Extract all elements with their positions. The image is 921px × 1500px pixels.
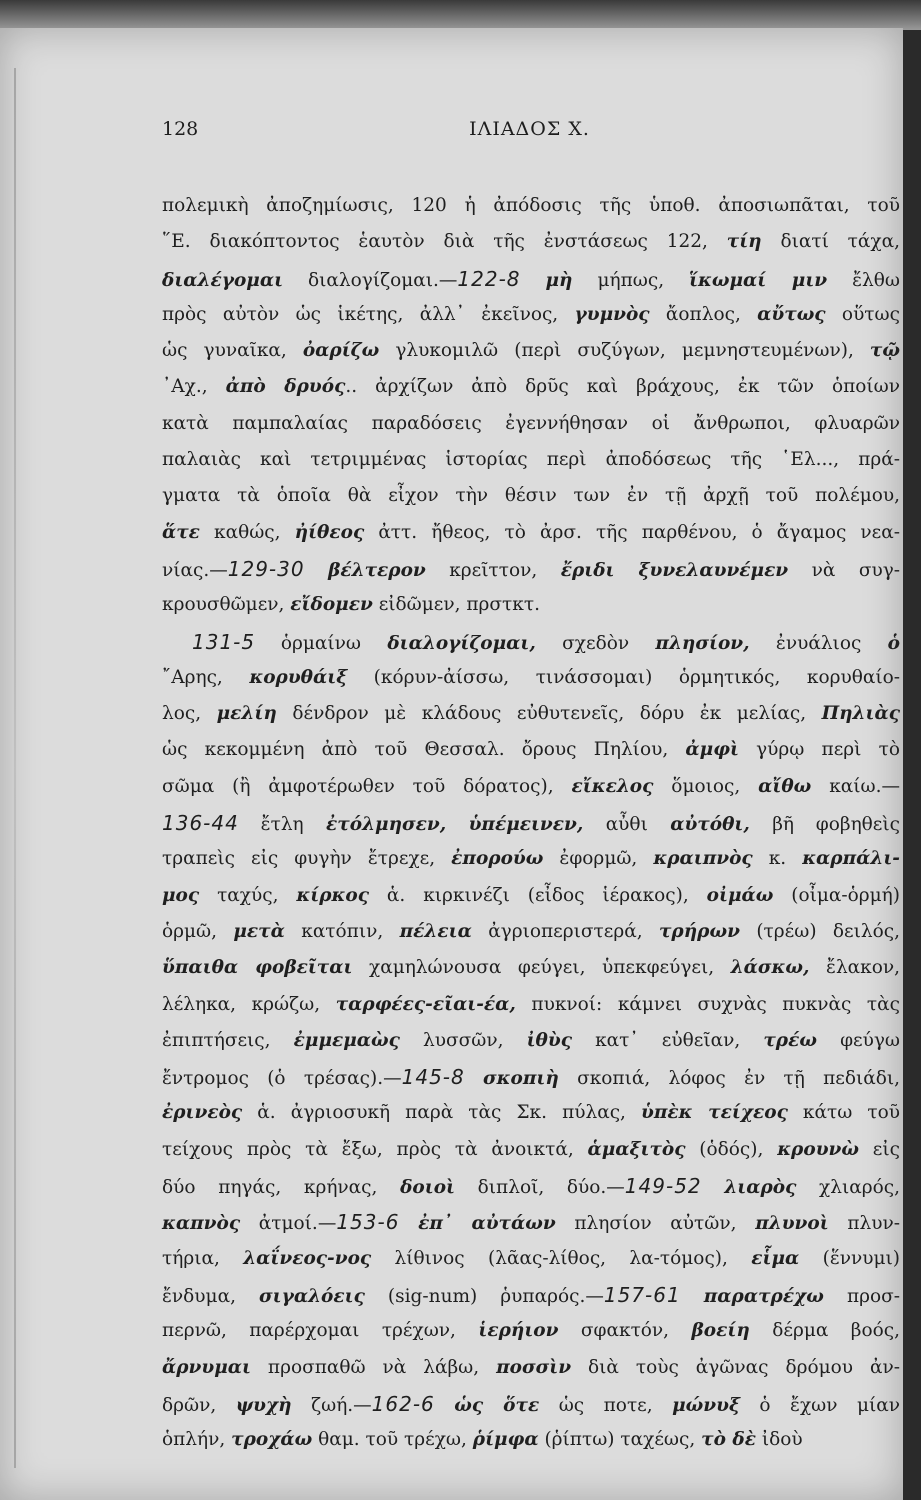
- lemma: καπνὸς: [162, 1213, 241, 1235]
- lemma: δοιοὶ: [400, 1177, 455, 1199]
- gloss-text: διπλοῖ, δύο.—: [455, 1177, 625, 1199]
- gloss-text: ὡς γυναῖκα,: [162, 340, 303, 362]
- lemma: λάσκω,: [730, 957, 810, 979]
- lemma: ὕπαιθα φοβεῖται: [162, 957, 353, 979]
- text-line: [162, 769, 900, 805]
- gloss-text: (ῥίπτω) ταχέως,: [538, 1429, 702, 1451]
- gloss-text: .. ἀρχίζων ἀπὸ δρῦς καὶ βράχους, ἐκ τῶν ὁποίων: [345, 376, 901, 398]
- verse-number: 136-44: [162, 811, 239, 836]
- gloss-text: [681, 1286, 704, 1307]
- gloss-text: σῶμα (ἢ ἀμφοτέρωθεν τοῦ δόρατος),: [162, 775, 572, 797]
- running-header: [162, 118, 897, 148]
- text-line: [162, 1386, 900, 1422]
- gloss-text: [702, 1177, 725, 1198]
- verse-number: 162-6: [371, 1391, 435, 1416]
- gloss-text: [305, 560, 328, 581]
- lemma: τρέω: [763, 1029, 817, 1051]
- text-line: [162, 732, 900, 768]
- lemma: ὡς ὅτε: [454, 1394, 540, 1416]
- gloss-text: σκοπιά, λόφος ἐν τῇ πεδιάδι,: [558, 1068, 900, 1090]
- lemma: ὑπὲκ τείχεος: [641, 1102, 788, 1124]
- text-line: [162, 406, 900, 442]
- lemma: τροχάω: [231, 1429, 313, 1451]
- lemma: κίρκος: [296, 884, 370, 906]
- text-line: [162, 333, 900, 369]
- gloss-text: ὁ ἔχων μίαν: [739, 1394, 900, 1416]
- lemma: σιγαλόεις: [259, 1285, 365, 1307]
- lemma: εἷμα: [751, 1247, 800, 1269]
- lemma: κορυθάιξ: [249, 666, 348, 688]
- gloss-text: ἔλθω: [827, 269, 900, 291]
- gloss-text: γλυκομιλῶ (περὶ συζύγων, μεμνηστευμένων),: [379, 340, 870, 362]
- text-line: [162, 696, 900, 732]
- gloss-text: [399, 1213, 418, 1234]
- gloss-text: ὁρμῶ,: [162, 920, 234, 942]
- gloss-text: περνῶ, παρέρχομαι τρέχων,: [162, 1320, 479, 1342]
- lemma: μετὰ: [233, 920, 285, 942]
- text-line: [162, 987, 900, 1023]
- text-line: [162, 515, 900, 551]
- gloss-text: κρουσθῶμεν,: [162, 594, 291, 616]
- gloss-text: τήρια,: [162, 1247, 244, 1269]
- gloss-text: γματα τὰ ὁποῖα θὰ εἶχον τὴν θέσιν των ἐν τῇ ἀρχῇ τοῦ πολέμου,: [162, 485, 900, 507]
- gloss-text: (τρέω) δειλός,: [739, 920, 900, 942]
- gloss-text: [255, 633, 281, 654]
- lemma: ἐτόλμησεν, ὑπέμεινεν,: [303, 814, 606, 836]
- gloss-text: σφακτόν,: [558, 1320, 692, 1342]
- gloss-text: πυκνοί: κάμνει συχνὰς πυκνὰς τὰς: [515, 993, 900, 1015]
- gloss-text: ἔντρομος (ὁ τρέσας).—: [162, 1068, 402, 1090]
- gloss-text: βῆ φοβηθεὶς: [772, 814, 900, 836]
- gloss-text: ῞Ε. διακόπτοντος ἑαυτὸν διὰ τῆς ἐνστάσεως 122,: [162, 231, 727, 253]
- gloss-text: κατόπιν,: [284, 920, 400, 942]
- gloss-text: διὰ τοὺς ἀγῶνας δρόμου ἀν-: [571, 1356, 900, 1378]
- lemma: μώνυξ: [672, 1394, 740, 1416]
- lemma: ψυχὴ: [235, 1394, 292, 1416]
- gloss-text: προσ-: [823, 1285, 900, 1307]
- gloss-text: καίω.—: [811, 775, 900, 797]
- text-line: [162, 950, 900, 986]
- gloss-text: γύρῳ περὶ τὸ: [738, 739, 901, 761]
- text-line: [162, 1132, 900, 1168]
- gloss-text: δύο πηγάς, κρήνας,: [162, 1177, 401, 1199]
- lemma: τῷ: [869, 340, 900, 362]
- lemma: ἔριδι ξυνελαυνέμεν: [560, 559, 789, 581]
- gloss-text: ἁ. ἀγριοσυκῆ παρὰ τὰς Σκ. πύλας,: [242, 1102, 642, 1124]
- gloss-text: ἔλακον,: [809, 957, 900, 979]
- text-line: [162, 224, 900, 260]
- text-line: [162, 841, 900, 877]
- gloss-text: δρῶν,: [162, 1394, 236, 1416]
- gloss-text: λος,: [162, 703, 217, 725]
- gloss-text: παλαιὰς καὶ τετριμμένας ἱστορίας περὶ ἀποδόσεως τῆς ῾Ελ..., πρά-: [162, 449, 900, 471]
- lemma: βοείη: [691, 1320, 750, 1342]
- gloss-text: φεύγω: [816, 1029, 901, 1051]
- gloss-text: νὰ συγ-: [788, 559, 901, 581]
- gloss-text: εἰδῶμεν, πρστκτ.: [372, 594, 540, 616]
- gloss-text: (οἶμα-ὁρμή): [773, 884, 900, 906]
- gloss-text: ὡς κεκομμένη ἀπὸ τοῦ Θεσσαλ. ὄρους Πηλίου,: [162, 739, 686, 761]
- gloss-text: λυσσῶν,: [399, 1029, 527, 1051]
- lemma: ἰθὺς: [526, 1029, 572, 1051]
- gloss-text: ἐπιπτήσεις,: [162, 1029, 294, 1051]
- text-line: [162, 478, 900, 514]
- lemma: αὔτως: [757, 303, 826, 325]
- gloss-text: χαμηλώνουσα φεύγει, ὑπεκφεύγει,: [352, 957, 731, 979]
- lemma: πλησίον,: [629, 632, 776, 654]
- lemma: ἅτε: [162, 521, 200, 543]
- gloss-text: ἰδοὺ: [755, 1429, 803, 1451]
- gloss-text: ἔνδυμα,: [162, 1285, 260, 1307]
- gloss-text: διατί τάχα,: [761, 231, 900, 253]
- lemma: διαλέγομαι: [162, 269, 284, 291]
- verse-number: 157-61: [603, 1282, 681, 1307]
- text-line: [162, 261, 900, 297]
- lemma: ἐρινεὸς: [162, 1102, 243, 1124]
- gloss-text: ἐνυάλιος: [775, 632, 862, 654]
- gloss-text: [465, 1068, 483, 1089]
- gloss-text: πλησίον αὐτῶν,: [555, 1213, 756, 1235]
- lemma: ἠίθεος: [294, 521, 365, 543]
- gloss-text: λίθινος (λᾶας-λίθος, λα-τόμος),: [371, 1247, 752, 1269]
- lemma: πέλεια: [399, 920, 472, 942]
- gloss-text: μήπως,: [572, 269, 690, 291]
- lemma: μὴ: [545, 269, 573, 291]
- text-line: [162, 1023, 900, 1059]
- verse-number: 149-52: [624, 1174, 702, 1199]
- gloss-text: κατ᾽ εὐθεῖαν,: [572, 1029, 764, 1051]
- lemma: ποσσὶν: [496, 1356, 572, 1378]
- lemma: παρατρέχω: [703, 1285, 824, 1307]
- gloss-text: ὁρμαίνω: [280, 632, 362, 654]
- lemma: εἴκελος: [571, 775, 654, 797]
- gloss-text: οὕτως: [825, 303, 900, 325]
- gloss-text: αὖθι: [605, 814, 648, 836]
- text-line: [162, 1313, 900, 1349]
- lemma: τρήρων: [658, 920, 740, 942]
- text-line: [162, 188, 900, 224]
- lemma: βέλτερον: [328, 559, 426, 581]
- lemma: ἄρνυμαι: [162, 1356, 251, 1378]
- gloss-text: ἄοπλος,: [649, 303, 758, 325]
- text-line: [162, 551, 900, 587]
- text-line: [162, 587, 900, 623]
- gloss-text: σχεδὸν: [562, 632, 630, 654]
- verse-number: 153-6: [336, 1210, 400, 1235]
- lemma: ἐπορούω: [451, 848, 544, 870]
- text-line: [162, 660, 900, 696]
- gloss-text: τραπεὶς εἰς φυγὴν ἔτρεχε,: [162, 848, 452, 870]
- gloss-text: (κόρυν-ἀίσσω, τινάσσομαι) ὁρμητικός, κορυθαίο-: [347, 666, 900, 688]
- gloss-text: θαμ. τοῦ τρέχω,: [312, 1429, 473, 1451]
- gloss-text: χλιαρός,: [796, 1177, 900, 1199]
- gloss-text: [521, 270, 546, 291]
- lemma: ῥίμφα: [472, 1429, 539, 1451]
- lemma: ὁ: [861, 632, 900, 654]
- gloss-text: ὁπλήν,: [162, 1429, 232, 1451]
- lemma: καρπάλι-: [802, 848, 900, 870]
- text-line: [162, 1277, 900, 1313]
- gloss-text: ἔτλη: [260, 814, 304, 836]
- gloss-text: δένδρον μὲ κλάδους εὐθυτενεῖς, δόρυ ἐκ μελίας,: [276, 703, 822, 725]
- lemma: διαλογίζομαι,: [361, 632, 563, 654]
- gloss-text: ἐφορμῶ,: [543, 848, 654, 870]
- text-line: [162, 805, 900, 841]
- gloss-text: ῎Αρης,: [162, 666, 250, 688]
- running-title: ΙΛΙΑΔΟΣ Χ.: [469, 118, 590, 140]
- gloss-text: ἁ. κιρκινέζι (εἶδος ἱέρακος),: [369, 884, 707, 906]
- text-line: [162, 297, 900, 333]
- gloss-text: τείχους πρὸς τὰ ἔξω, πρὸς τὰ ἀνοικτά,: [162, 1138, 588, 1160]
- gloss-text: πολεμικὴ ἀποζημίωσις, 120 ἡ ἀπόδοσις τῆς ὑποθ. ἀποσιωπᾶται, τοῦ: [162, 195, 900, 216]
- lemma: ταρφέες-εῖαι-έα,: [335, 993, 516, 1015]
- scan-top-edge: [0, 0, 921, 30]
- text-line: [162, 369, 900, 405]
- verse-number: 131-5: [192, 629, 256, 654]
- text-line: [162, 1168, 900, 1204]
- gloss-text: (ὁδός),: [685, 1138, 778, 1160]
- verse-number: 129-30: [227, 556, 305, 581]
- text-line: [162, 1059, 900, 1095]
- gloss-text: ἀτμοί.—: [240, 1213, 337, 1235]
- lemma: ἐπ᾽ αὐτάων: [418, 1213, 556, 1235]
- lemma: αἴθω: [758, 775, 812, 797]
- gloss-text: κρεῖττον,: [425, 559, 561, 581]
- lemma: ἀπὸ δρυός: [225, 376, 346, 398]
- lemma: τίη: [726, 231, 762, 253]
- lemma: ἐμμεμαὼς: [293, 1029, 400, 1051]
- gloss-text: ὡς ποτε,: [539, 1394, 673, 1416]
- lemma: Πηλιὰς: [821, 703, 900, 725]
- gloss-text: λέληκα, κρώζω,: [162, 993, 336, 1015]
- gloss-text: δέρμα βοός,: [749, 1320, 901, 1342]
- page-fold-shadow: [14, 68, 16, 1468]
- text-line: [162, 442, 900, 478]
- gloss-text: ταχύς,: [199, 884, 297, 906]
- gloss-text: πρὸς αὐτὸν ὡς ἱκέτης, ἀλλ᾽ ἐκεῖνος,: [162, 303, 575, 325]
- lemma: πλυνοὶ: [755, 1213, 829, 1235]
- gloss-text: κατὰ παμπαλαίας παραδόσεις ἐγεννήθησαν οἱ ἄνθρωποι, φλυαρῶν: [162, 412, 900, 434]
- gloss-text: πλυν-: [828, 1213, 901, 1235]
- gloss-text: [435, 1395, 454, 1416]
- commentary-text: [162, 188, 900, 1458]
- text-line: [162, 624, 900, 660]
- lemma: κρουνὼ: [777, 1138, 859, 1160]
- gloss-text: ἀγριοπεριστερά,: [471, 920, 659, 942]
- gloss-text: εἰς: [858, 1138, 900, 1160]
- text-line: [162, 878, 900, 914]
- lemma: ἁμαξιτὸς: [587, 1138, 686, 1160]
- gloss-text: ζωή.—: [291, 1394, 372, 1416]
- text-line: [162, 1241, 900, 1277]
- text-line: [162, 1350, 900, 1386]
- text-line: [162, 914, 900, 950]
- text-line: [162, 1095, 900, 1131]
- gloss-text: κ.: [752, 848, 803, 870]
- gloss-text: (sig-num) ῥυπαρός.—: [364, 1285, 604, 1307]
- gloss-text: ᾽Αχ.,: [162, 376, 226, 398]
- text-line: [162, 1422, 900, 1458]
- gloss-text: νίας.—: [162, 559, 228, 581]
- lemma: σκοπιὴ: [483, 1068, 559, 1090]
- text-line: [162, 1204, 900, 1240]
- gloss-text: ὅμοιος,: [653, 775, 759, 797]
- lemma: λαΐνεος-νος: [243, 1247, 372, 1269]
- gloss-text: προσπαθῶ νὰ λάβω,: [250, 1356, 497, 1378]
- gloss-text: διαλογίζομαι.—: [283, 269, 458, 291]
- gloss-text: [239, 814, 261, 835]
- gloss-text: κάτω τοῦ: [787, 1102, 901, 1124]
- lemma: τὸ δὲ: [701, 1429, 756, 1451]
- verse-number: 122-8: [457, 266, 521, 291]
- page-number: 128: [162, 118, 199, 140]
- lemma: αὐτόθι,: [647, 814, 773, 836]
- lemma: ὀαρίζω: [302, 340, 380, 362]
- lemma: ἵκωμαί μιν: [689, 269, 828, 291]
- verse-number: 145-8: [401, 1065, 465, 1090]
- gloss-text: καθώς,: [199, 521, 295, 543]
- lemma: γυμνὸς: [574, 303, 650, 325]
- gloss-text: ἀττ. ἤθεος, τὸ ἀρσ. τῆς παρθένου, ὁ ἄγαμος νεα-: [364, 521, 900, 543]
- lemma: μελίη: [216, 703, 277, 725]
- gloss-text: (ἕννυμι): [799, 1247, 901, 1269]
- lemma: οἰμάω: [706, 884, 774, 906]
- lemma: ἱερήιον: [478, 1320, 559, 1342]
- lemma: εἴδομεν: [290, 594, 373, 616]
- lemma: μος: [162, 884, 200, 906]
- lemma: κραιπνὸς: [653, 848, 753, 870]
- lemma: ἀμφὶ: [685, 739, 739, 761]
- lemma: λιαρὸς: [724, 1177, 797, 1199]
